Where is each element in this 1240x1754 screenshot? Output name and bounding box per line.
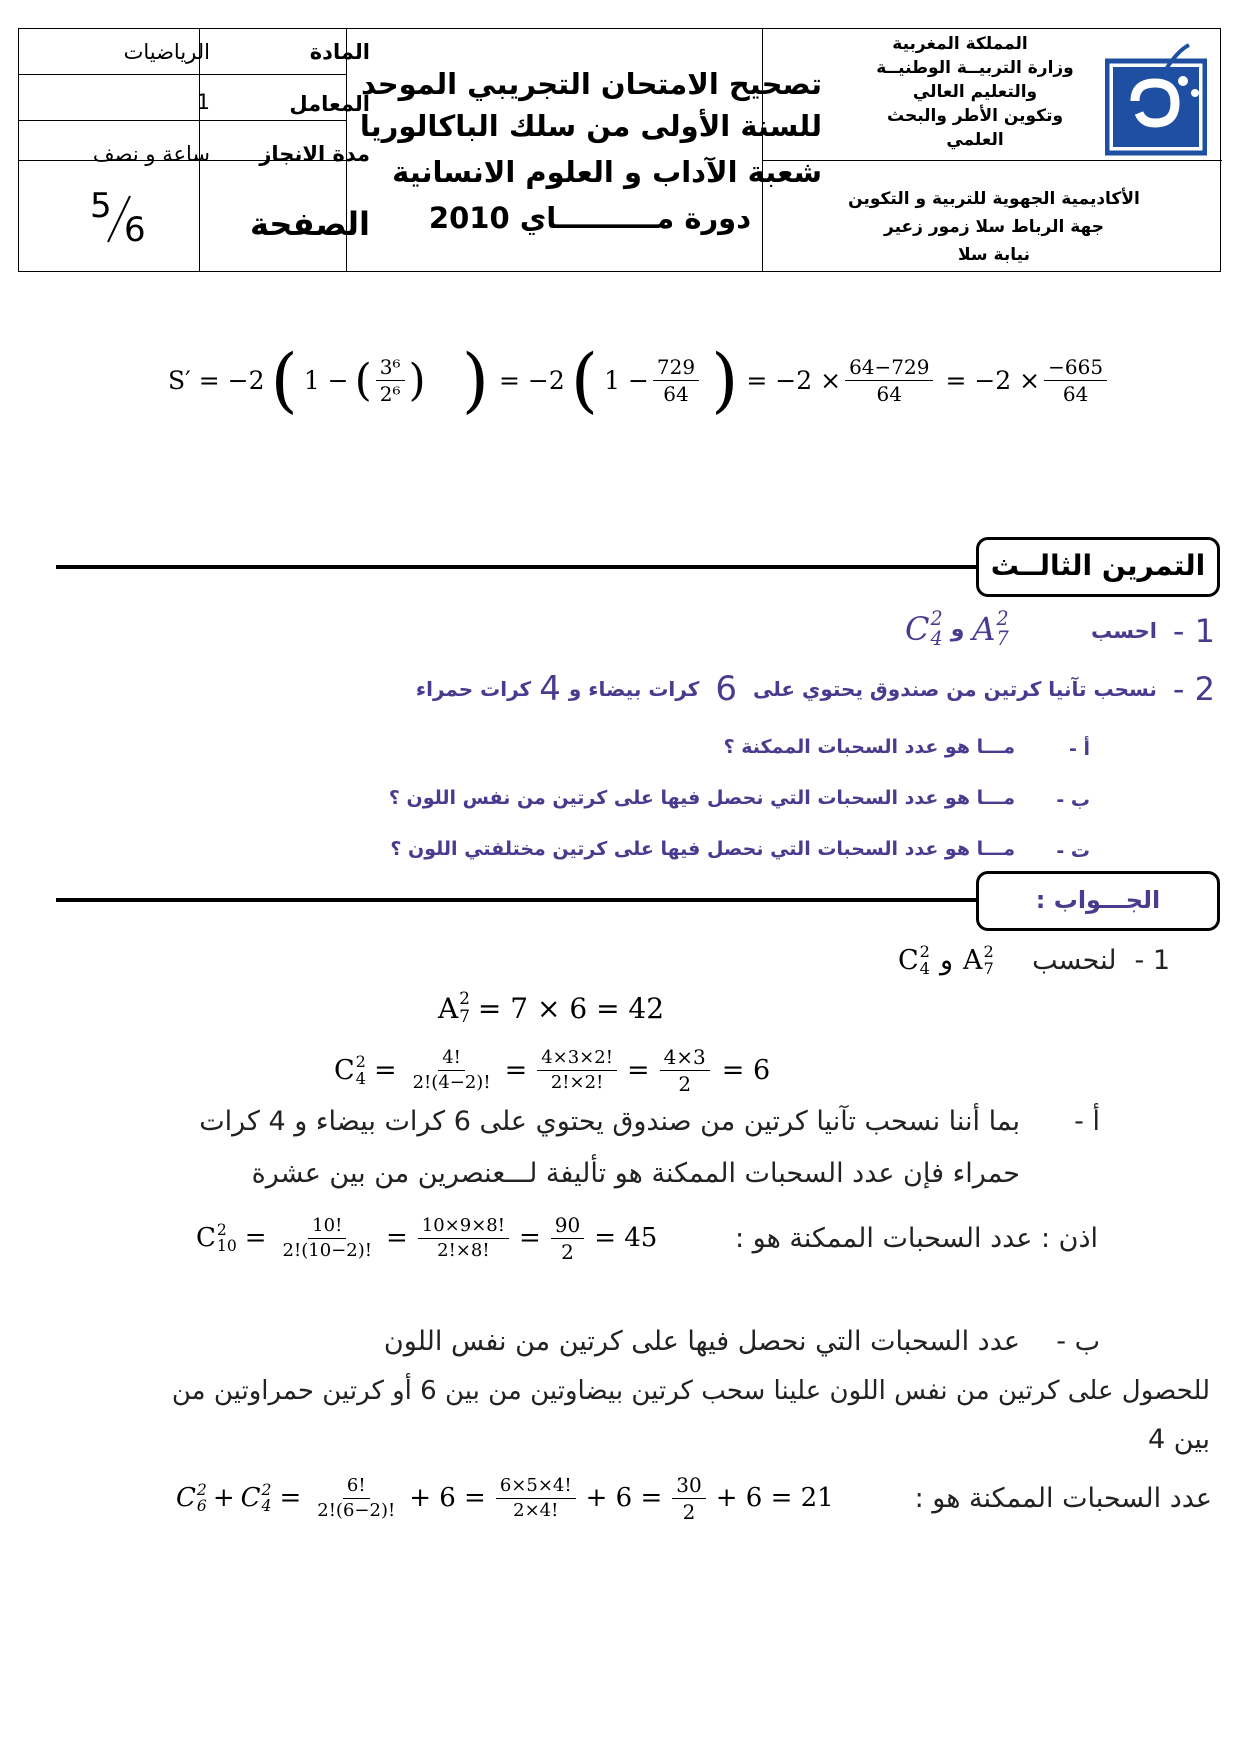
exercise-divider [56, 565, 991, 569]
pa-line-1: بما أننا نسحب تآنيا كرتين من صندوق يحتوي على 6 كرات بيضاء و 4 كرات [199, 1106, 1020, 1137]
pa-frac-2: $\frac{10\times 9\times 8!}{2!\times 8!}$ [418, 1216, 509, 1261]
answer-title: الجـــواب : [976, 871, 1220, 931]
q1-text: احسب [1090, 619, 1157, 643]
org-line-3: والتعليم العالي [912, 82, 1038, 102]
org-line-1: المملكة المغربية [892, 34, 1028, 54]
a1-number: 1 - [1134, 944, 1170, 976]
title-line-3: شعبة الآداب و العلوم الانسانية [392, 155, 822, 189]
s-eq2: = −2 × [746, 365, 842, 395]
s-eq3: = −2 × [945, 365, 1041, 395]
pa-letter: أ - [1074, 1106, 1100, 1137]
academy-line-3: نيابة سلا [958, 245, 1030, 265]
pa-line3-text: اذن : عدد السحبات الممكنة هو : [734, 1222, 1098, 1254]
a1-formula: C 2 4 و A 2 7 [898, 942, 994, 978]
answer-divider [56, 898, 991, 902]
subject-value: الرياضيات [123, 40, 210, 64]
s-eq1: = −2 [499, 365, 565, 395]
title-line-1: تصحيح الامتحان التجريبي الموحد [360, 67, 822, 101]
qb-text: مـــا هو عدد السحبات التي نحصل فيها على كرتين من نفس اللون ؟ [388, 787, 1015, 809]
org-line-4: وتكوين الأطر والبحث [886, 106, 1064, 126]
pb-result: + 6 = 21 [715, 1483, 834, 1513]
q2-text-a: نسحب تآنيا كرتين من صندوق يحتوي على [752, 677, 1157, 701]
pb-line-3: بين 4 [1148, 1424, 1210, 1455]
a1-text: لنحسب [1032, 944, 1117, 976]
q1-number: 1 - [1172, 612, 1215, 650]
qa-text: مـــا هو عدد السحبات الممكنة ؟ [723, 736, 1015, 758]
exercise-title: التمرين الثالــث [976, 537, 1220, 597]
coef-label: المعامل [289, 92, 370, 116]
comb-frac-b: $\frac{4\times 3\times 2!}{2!\times 2!}$ [537, 1048, 617, 1093]
pb-line4-text: عدد السحبات الممكنة هو : [914, 1482, 1212, 1514]
pb-frac-1: $\frac{6!}{2!(6-2)!}$ [317, 1474, 396, 1521]
pb-line-2: للحصول على كرتين من نفس اللون علينا سحب كرتين بيضاوتين من بين 6 أو كرتين حمراوتين من [171, 1376, 1210, 1406]
duration-label: مدة الانجاز [259, 142, 370, 166]
comb-result: = 6 [721, 1054, 771, 1086]
qc-text: مـــا هو عدد السحبات التي نحصل فيها على كرتين مختلفتي اللون ؟ [390, 838, 1015, 860]
pa-line-2: حمراء فإن عدد السحبات الممكنة هو تأليفة لـــعنصرين من بين عشرة [251, 1158, 1020, 1189]
s-one-minus-2: 1 − [604, 365, 649, 395]
page-label: الصفحة [249, 205, 370, 243]
org-line-5: العلمي [946, 130, 1004, 150]
page-fraction [84, 186, 164, 256]
coef-value: 1 [196, 90, 210, 114]
s-pow-fraction: $\frac{\text{3⁶}}{\text{2⁶}}$ [376, 356, 405, 405]
qa-letter: أ - [1068, 738, 1090, 760]
title-line-2: للسنة الأولى من سلك الباكالوريا [359, 109, 822, 143]
ministry-logo-icon [1105, 41, 1207, 156]
comb-frac-c: $\frac{4\times 3}{2}$ [660, 1046, 710, 1095]
pb-frac-2: $\frac{6\times 5\times 4!}{2\times 4!}$ [496, 1476, 576, 1521]
page-numerator: 5 [90, 186, 112, 226]
s-one-minus: 1 − [303, 365, 349, 395]
pa-frac-1: $\frac{10!}{2!(10-2)!}$ [282, 1214, 372, 1261]
s-lhs: S′ = −2 [168, 365, 265, 395]
pb-frac-3: $\frac{30}{2}$ [672, 1474, 705, 1523]
pb-letter: ب - [1056, 1326, 1100, 1357]
pa-result: = 45 [594, 1223, 658, 1253]
page-denominator: 6 [124, 210, 146, 250]
qc-letter: ت - [1056, 840, 1090, 862]
academy-line-1: الأكاديمية الجهوية للتربية و التكوين [848, 189, 1140, 209]
question-2 [330, 664, 1215, 714]
combination-line: C 2 4 = $\frac{4!}{2!(4-2)!}$ = $\frac{4\times 3\times 2!}{2!\times 2!}$ = $\frac{4\times 3}{2}$ = 6 [334, 1044, 771, 1096]
arrangement-line: A 2 7 = 7 × 6 = 42 [438, 988, 665, 1026]
q2-text-b: كرات بيضاء و [568, 677, 700, 701]
title-line-4: دورة مــــــــــاي 2010 [428, 201, 752, 235]
org-line-2: وزارة التربيــة الوطنيــة [876, 58, 1074, 78]
s-fraction-1: $\frac{729}{64}$ [653, 356, 699, 405]
s-fraction-3: $\frac{-665}{64}$ [1044, 356, 1107, 405]
s-prime-formula: S′ = −2 ( 1 − ( $\frac{\text{3⁶}}{\text{2⁶}}$ ) ) = −2 ( 1 − $\frac{729}{64}$ ) = −2 × $\frac{64-729}{64}$ = −2 × $\frac{-665}{64}$ [168, 340, 1111, 420]
qb-letter: ب - [1056, 789, 1090, 811]
s-fraction-2: $\frac{64-729}{64}$ [845, 356, 933, 405]
comb-frac-a: $\frac{4!}{2!(4-2)!}$ [412, 1046, 491, 1093]
academy-line-2: جهة الرباط سلا زمور زعير [884, 217, 1104, 237]
q1-formula: C 2 4 و A 2 7 [905, 606, 1009, 650]
q2-white-count: 6 [715, 669, 737, 709]
q2-text-c: كرات حمراء [415, 677, 532, 701]
pb-formula: C 2 6 + C 2 4 = $\frac{6!}{2!(6-2)!}$ + 6 = $\frac{6\times 5\times 4!}{2\times 4!}$ + 6 = $\frac{30}{2}$ + 6 = 21 [176, 1472, 834, 1524]
pa-formula: C 2 10 = $\frac{10!}{2!(10-2)!}$ = $\frac{10\times 9\times 8!}{2!\times 8!}$ = $\frac{90}{2}$ = 45 [196, 1212, 658, 1264]
q2-number: 2 - [1172, 670, 1215, 708]
pa-frac-3: $\frac{90}{2}$ [551, 1214, 584, 1263]
subject-label: المادة [309, 40, 370, 64]
q2-red-count: 4 [539, 669, 561, 709]
pb-line-1: عدد السحبات التي نحصل فيها على كرتين من نفس اللون [383, 1326, 1020, 1357]
duration-value: ساعة و نصف [92, 142, 210, 166]
